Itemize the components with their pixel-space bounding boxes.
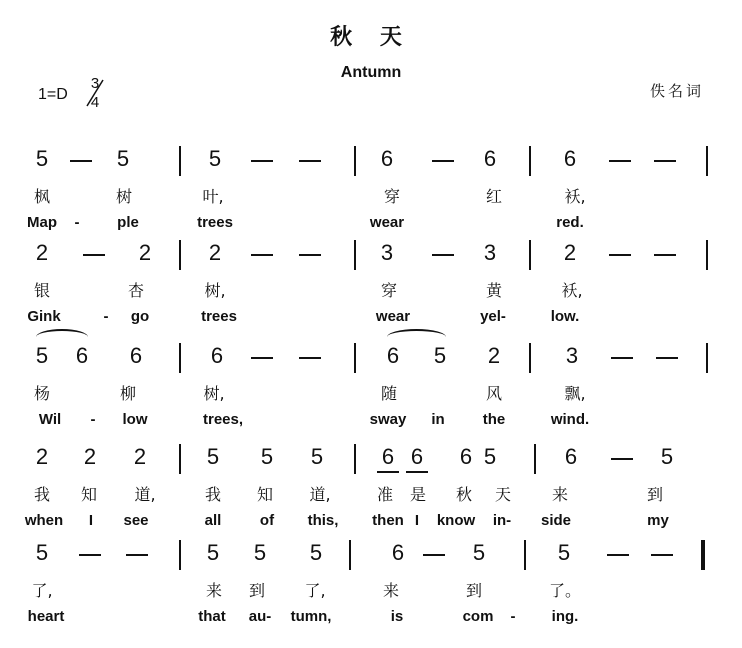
barline [349, 540, 351, 570]
lyric-chinese: 叶, [202, 187, 224, 206]
lyric-chinese: 黄 [485, 281, 502, 300]
note: 5 [557, 540, 571, 565]
note: 2 [133, 444, 147, 469]
note: 6 [376, 444, 400, 470]
lyric-chinese: 袄, [561, 281, 583, 300]
lyric-chinese: 到 [248, 581, 265, 600]
barline [529, 146, 531, 176]
dash-extension [654, 254, 676, 256]
lyric-english: I [88, 512, 94, 529]
lyric-english: in- [492, 512, 512, 529]
note: 5 [483, 444, 497, 469]
barline [529, 240, 531, 270]
lyric-english: is [390, 608, 404, 625]
lyric-chinese: 天 [494, 485, 511, 504]
lyric-english: trees, [202, 411, 244, 428]
lyric-english: then [372, 512, 404, 529]
song-title: 秋 天 [330, 25, 412, 50]
lyric-english: that [198, 608, 226, 625]
note: 5 [253, 540, 267, 565]
note: 6 [459, 444, 473, 469]
lyric-english: wear [369, 214, 405, 231]
note: 2 [138, 240, 152, 265]
note: 2 [208, 240, 222, 265]
note: 6 [380, 146, 394, 171]
lyric-chinese: 树, [204, 281, 226, 300]
barline [524, 540, 526, 570]
lyric-chinese: 枫 [33, 187, 50, 206]
dash-extension [251, 357, 273, 359]
note: 3 [565, 343, 579, 368]
note: 2 [83, 444, 97, 469]
barline [529, 343, 531, 373]
dash-extension [299, 160, 321, 162]
lyric-english: red. [556, 214, 584, 231]
slur [387, 329, 446, 345]
lyric-chinese: 知 [80, 485, 97, 504]
note-underline [406, 471, 428, 473]
note: 5 [660, 444, 674, 469]
lyric-english: know [436, 512, 476, 529]
dash-extension [651, 554, 673, 556]
dash-extension [299, 357, 321, 359]
dash-extension [251, 160, 273, 162]
lyric-english: in [431, 411, 445, 428]
lyric-english: go [130, 308, 150, 325]
lyric-chinese: 我 [204, 485, 221, 504]
dash-extension [654, 160, 676, 162]
note: 5 [206, 444, 220, 469]
time-signature-bottom: 4 [90, 94, 100, 111]
key-signature: 1=D [38, 86, 68, 103]
note: 6 [483, 146, 497, 171]
lyric-chinese: 秋 [455, 485, 472, 504]
dash-extension [611, 458, 633, 460]
note: 6 [386, 343, 400, 368]
note: 2 [35, 444, 49, 469]
lyric-english: when [24, 512, 64, 529]
note-underline [377, 471, 399, 473]
note: 5 [116, 146, 130, 171]
dash-extension [611, 357, 633, 359]
note: 5 [433, 343, 447, 368]
time-signature-top: 3 [90, 75, 100, 92]
lyric-english: the [482, 411, 506, 428]
lyric-chinese: 穿 [383, 187, 400, 206]
note: 3 [380, 240, 394, 265]
lyric-chinese: 随 [380, 384, 397, 403]
barline [354, 444, 356, 474]
lyric-chinese: 杨 [33, 384, 50, 403]
lyric-chinese: 杏 [127, 281, 144, 300]
song-subtitle: Antumn [340, 64, 402, 81]
lyric-english: Wil [38, 411, 62, 428]
barline [706, 343, 708, 373]
note: 5 [472, 540, 486, 565]
note: 5 [310, 444, 324, 469]
lyric-english: au- [248, 608, 272, 625]
dash-extension [126, 554, 148, 556]
lyric-chinese: 来 [551, 485, 568, 504]
lyric-chinese: 树, [203, 384, 225, 403]
dash-extension [251, 254, 273, 256]
barline [534, 444, 536, 474]
dash-extension [432, 160, 454, 162]
lyric-english: trees [197, 214, 233, 231]
dash-extension [299, 254, 321, 256]
barline [179, 540, 181, 570]
lyric-english: wear [375, 308, 411, 325]
dash-extension [607, 554, 629, 556]
lyric-chinese: 来 [205, 581, 222, 600]
lyric-english: - [510, 608, 516, 625]
lyric-english: yel- [480, 308, 506, 325]
lyric-english: of [259, 512, 275, 529]
note: 6 [210, 343, 224, 368]
barline [179, 240, 181, 270]
dash-extension [70, 160, 92, 162]
note: 2 [35, 240, 49, 265]
lyric-english: my [647, 512, 669, 529]
lyric-english: - [74, 214, 80, 231]
lyric-english: I [414, 512, 420, 529]
lyric-english: com [462, 608, 494, 625]
dash-extension [656, 357, 678, 359]
lyric-english: Gink [27, 308, 61, 325]
barline [706, 146, 708, 176]
dash-extension [79, 554, 101, 556]
time-signature-slash [84, 75, 106, 111]
lyric-chinese: 了, [31, 581, 53, 600]
lyric-english: Map [27, 214, 57, 231]
note: 6 [391, 540, 405, 565]
lyric-english: trees [201, 308, 237, 325]
lyric-english: ing. [551, 608, 579, 625]
lyric-chinese: 袄, [564, 187, 586, 206]
lyric-english: - [103, 308, 109, 325]
note: 5 [260, 444, 274, 469]
lyric-chinese: 道, [309, 485, 331, 504]
lyric-english: low [122, 411, 148, 428]
note: 5 [35, 343, 49, 368]
lyric-chinese: 飘, [564, 384, 586, 403]
final-barline [701, 540, 705, 570]
note: 5 [206, 540, 220, 565]
dash-extension [83, 254, 105, 256]
barline [706, 240, 708, 270]
barline [179, 343, 181, 373]
dash-extension [609, 160, 631, 162]
lyric-english: see [123, 512, 149, 529]
lyric-chinese: 风 [485, 384, 502, 403]
note: 6 [405, 444, 429, 470]
barline [179, 146, 181, 176]
lyric-english: all [204, 512, 222, 529]
lyric-english: heart [27, 608, 65, 625]
lyric-chinese: 知 [256, 485, 273, 504]
lyric-chinese: 到 [465, 581, 482, 600]
note: 5 [208, 146, 222, 171]
lyric-chinese: 红 [485, 187, 502, 206]
note: 3 [483, 240, 497, 265]
lyric-english: wind. [550, 411, 590, 428]
lyric-chinese: 了。 [548, 581, 581, 600]
note: 6 [75, 343, 89, 368]
lyric-chinese: 穿 [380, 281, 397, 300]
lyric-chinese: 是 [409, 485, 426, 504]
barline [354, 343, 356, 373]
note: 5 [35, 540, 49, 565]
lyric-chinese: 准 [376, 485, 393, 504]
note: 2 [487, 343, 501, 368]
lyric-chinese: 来 [382, 581, 399, 600]
slur [36, 329, 88, 345]
lyric-english: - [90, 411, 96, 428]
lyric-chinese: 银 [33, 281, 50, 300]
note: 2 [563, 240, 577, 265]
lyric-chinese: 我 [33, 485, 50, 504]
lyricist-credit: 佚名词 [649, 82, 704, 100]
lyric-english: side [540, 512, 572, 529]
note: 6 [564, 444, 578, 469]
lyric-english: tumn, [290, 608, 332, 625]
lyric-english: ple [117, 214, 139, 231]
lyric-chinese: 了, [304, 581, 326, 600]
lyric-english: sway [369, 411, 407, 428]
dash-extension [423, 554, 445, 556]
dash-extension [432, 254, 454, 256]
lyric-chinese: 到 [646, 485, 663, 504]
note: 6 [563, 146, 577, 171]
note: 6 [129, 343, 143, 368]
barline [354, 240, 356, 270]
lyric-chinese: 柳 [119, 384, 136, 403]
note: 5 [35, 146, 49, 171]
lyric-chinese: 道, [134, 485, 156, 504]
lyric-english: this, [307, 512, 339, 529]
lyric-english: low. [550, 308, 580, 325]
note: 5 [309, 540, 323, 565]
lyric-chinese: 树 [115, 187, 132, 206]
barline [354, 146, 356, 176]
dash-extension [609, 254, 631, 256]
barline [179, 444, 181, 474]
